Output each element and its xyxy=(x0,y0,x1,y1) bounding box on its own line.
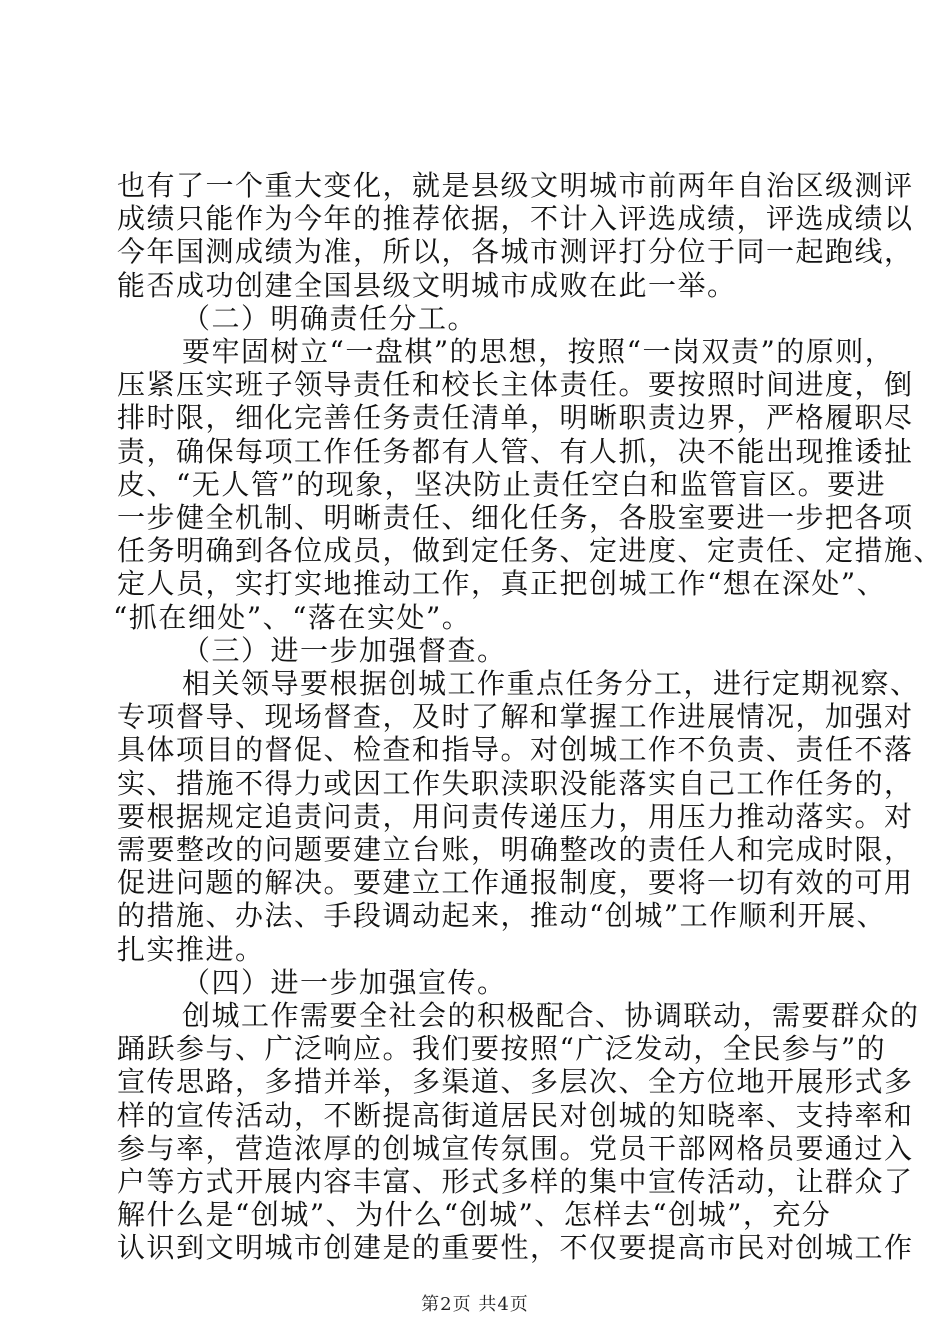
text-line: 宣传思路，多措并举，多渠道、多层次、全方位地开展形式多 xyxy=(117,1065,914,1099)
text-line: 的措施、办法、手段调动起来，推动“创城”工作顺利开展、 xyxy=(117,899,887,933)
text-line: 定人员，实打实地推动工作，真正把创城工作“想在深处”、 xyxy=(117,567,887,601)
page-footer: 第2页 共4页 xyxy=(421,1294,529,1315)
text-line: “抓在细处”、“落在实处”。 xyxy=(113,600,472,634)
text-line: 也有了一个重大变化，就是县级文明城市前两年自治区级测评 xyxy=(117,169,914,202)
text-line: 一步健全机制、明晰责任、细化任务，各股室要进一步把各项 xyxy=(117,501,914,534)
text-line: 任务明确到各位成员，做到定任务、定进度、定责任、定措施、 xyxy=(117,534,944,568)
text-line: 要牢固树立“一盘棋”的思想，按照“一岗双责”的原则， xyxy=(182,335,895,368)
text-line: 成绩只能作为今年的推荐依据，不计入评选成绩，评选成绩以 xyxy=(117,202,914,236)
text-line: 样的宣传活动，不断提高街道居民对创城的知晓率、支持率和 xyxy=(117,1098,914,1132)
text-line: 相关领导要根据创城工作重点任务分工，进行定期视察、 xyxy=(182,667,920,700)
text-line: 需要整改的问题要建立台账，明确整改的责任人和完成时限， xyxy=(117,833,914,866)
text-line: 具体项目的督促、检查和指导。对创城工作不负责、责任不落 xyxy=(117,733,914,767)
text-line: 压紧压实班子领导责任和校长主体责任。要按照时间进度，倒 xyxy=(117,368,914,402)
text-line: 解什么是“创城”、为什么“创城”、怎样去“创城”，充分 xyxy=(117,1198,832,1232)
text-line: 认识到文明城市创建是的重要性，不仅要提高市民对创城工作 xyxy=(117,1231,914,1265)
text-line: 促进问题的解决。要建立工作通报制度，要将一切有效的可用 xyxy=(117,866,914,900)
text-line: 责，确保每项工作任务都有人管、有人抓，决不能出现推诿扯 xyxy=(117,434,914,468)
text-line: （二）明确责任分工。 xyxy=(182,301,478,335)
text-line: 皮、“无人管”的现象，坚决防止责任空白和监管盲区。要进 xyxy=(117,467,887,501)
text-line: 创城工作需要全社会的积极配合、协调联动，需要群众的 xyxy=(182,999,920,1032)
text-line: 能否成功创建全国县级文明城市成败在此一举。 xyxy=(117,268,737,302)
text-line: 踊跃参与、广泛响应。我们要按照“广泛发动，全民参与”的 xyxy=(117,1032,887,1066)
text-line: 专项督导、现场督查，及时了解和掌握工作进展情况，加强对 xyxy=(117,700,914,734)
text-line: 参与率，营造浓厚的创城宣传氛围。党员干部网格员要通过入 xyxy=(117,1131,914,1165)
text-line: 排时限，细化完善任务责任清单，明晰职责边界，严格履职尽 xyxy=(117,401,914,435)
text-line: 今年国测成绩为准，所以，各城市测评打分位于同一起跑线， xyxy=(117,235,914,269)
text-line: （四）进一步加强宣传。 xyxy=(182,965,507,999)
text-line: 实、措施不得力或因工作失职渎职没能落实自己工作任务的， xyxy=(117,766,914,800)
text-line: 户等方式开展内容丰富、形式多样的集中宣传活动，让群众了 xyxy=(117,1165,914,1198)
text-line: 要根据规定追责问责，用问责传递压力，用压力推动落实。对 xyxy=(117,799,914,833)
text-line: 扎实推进。 xyxy=(117,932,265,966)
text-line: （三）进一步加强督查。 xyxy=(182,633,507,667)
